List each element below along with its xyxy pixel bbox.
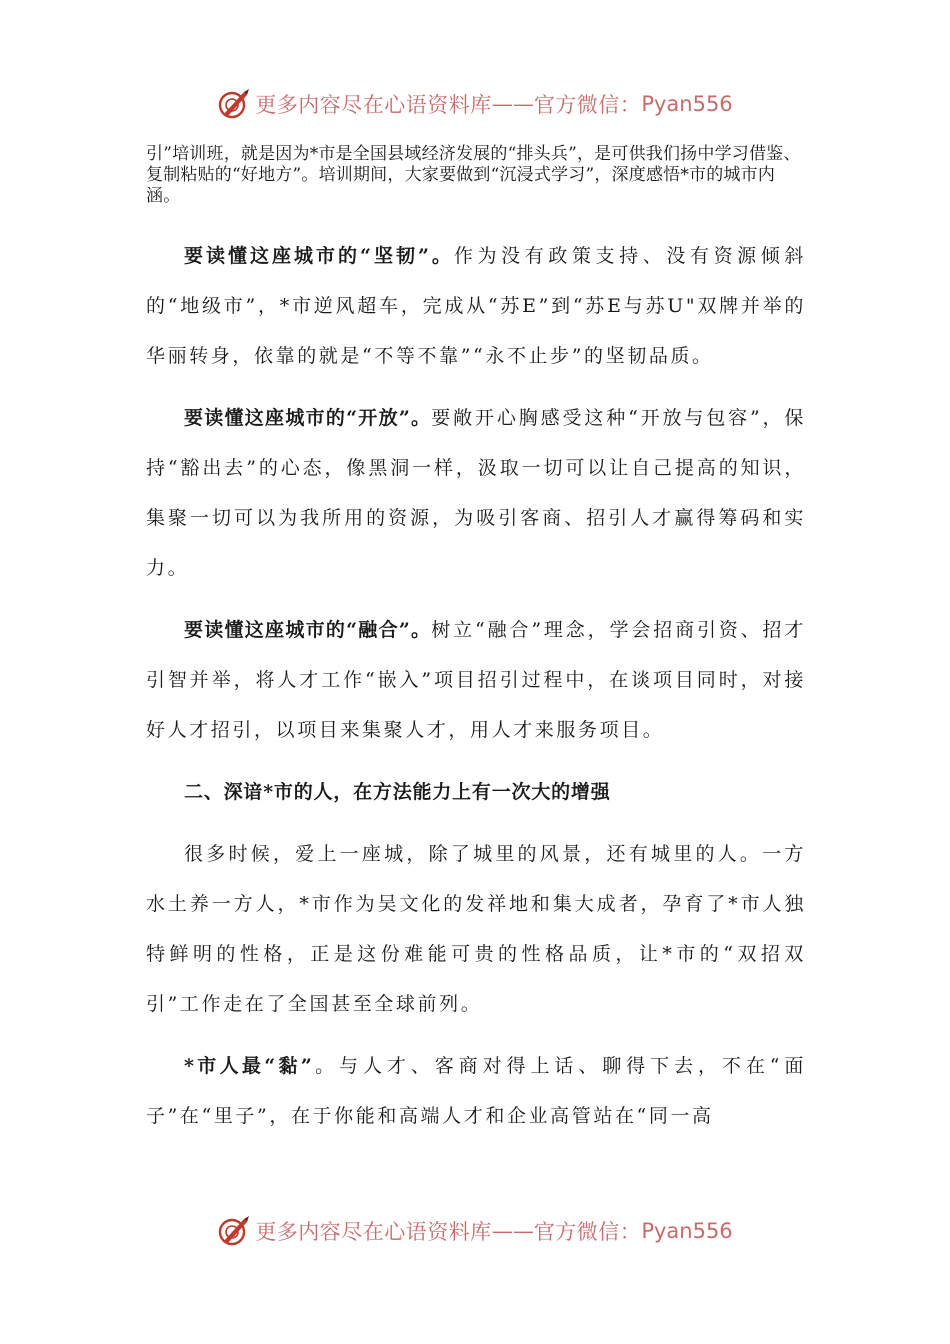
- header-watermark-banner: [0, 84, 950, 124]
- sticky-paragraph: [146, 1041, 806, 1141]
- sticky-text: 。与人才、客商对得上话、聊得下去，不在“面子”在“里子”，在于你能和高端人才和企业高管站在“同一高: [146, 1055, 806, 1127]
- brush-logo-icon: [217, 1214, 251, 1248]
- lead-paragraph: 引”培训班，就是因为*市是全国县域经济发展的“排头兵”，是可供我们扬中学习借鉴、复制粘贴的“好地方”。培训期间，大家要做到“沉浸式学习”，深度感悟*市的城市内涵。: [146, 144, 801, 206]
- footer-watermark-banner: [0, 1211, 950, 1251]
- section-text-integration: 树立“融合”理念，学会招商引资、招才引智并举，将人才工作“嵌入”项目招引过程中，在谈项目同时，对接好人才招引，以项目来集聚人才，用人才来服务项目。: [146, 619, 807, 741]
- brush-logo-icon: [217, 87, 251, 121]
- banner-label: 官方微信：: [533, 93, 642, 117]
- banner-separator: ——: [491, 1219, 534, 1243]
- section-title-resilience: 要读懂这座城市的“坚韧”。: [184, 245, 454, 267]
- banner-wechat-id: Pyan556: [641, 92, 733, 116]
- section-title-integration: 要读懂这座城市的“融合”。: [184, 619, 432, 641]
- people-paragraph: 很多时候，爱上一座城，除了城里的风景，还有城里的人。一方水土养一方人，*市作为吴文化的发祥地和集大成者，孕育了*市人独特鲜明的性格，正是这份难能可贵的性格品质，让*市的“双招双引”工作走在了全国甚至全球前列。: [146, 843, 806, 1015]
- section-text-resilience: 作为没有政策支持、没有资源倾斜的“地级市”，*市逆风超车，完成从“苏E”到“苏E与苏U"双牌并举的华丽转身，依靠的就是“不等不靠”“永不止步”的坚韧品质。: [146, 245, 806, 367]
- section-paragraph-integration: [146, 605, 806, 755]
- banner-separator: ——: [491, 92, 534, 116]
- sticky-title: *市人最“黏”: [184, 1055, 313, 1077]
- section-title-openness: 要读懂这座城市的“开放”。: [184, 407, 432, 429]
- banner-wechat-id: Pyan556: [641, 1219, 733, 1243]
- section-heading-2: 二、深谙*市的人，在方法能力上有一次大的增强: [184, 781, 611, 803]
- banner-text: 更多内容尽在心语资料库: [255, 93, 492, 117]
- document-body: [146, 144, 806, 1153]
- banner-text: 更多内容尽在心语资料库: [255, 1220, 492, 1244]
- section-paragraph-resilience: [146, 231, 806, 381]
- banner-label: 官方微信：: [533, 1220, 642, 1244]
- section-paragraph-openness: [146, 393, 806, 593]
- section-text-openness: 要敞开心胸感受这种“开放与包容”，保持“豁出去”的心态，像黑洞一样，汲取一切可以让自己提高的知识，集聚一切可以为我所用的资源，为吸引客商、招引人才赢得筹码和实力。: [146, 407, 807, 579]
